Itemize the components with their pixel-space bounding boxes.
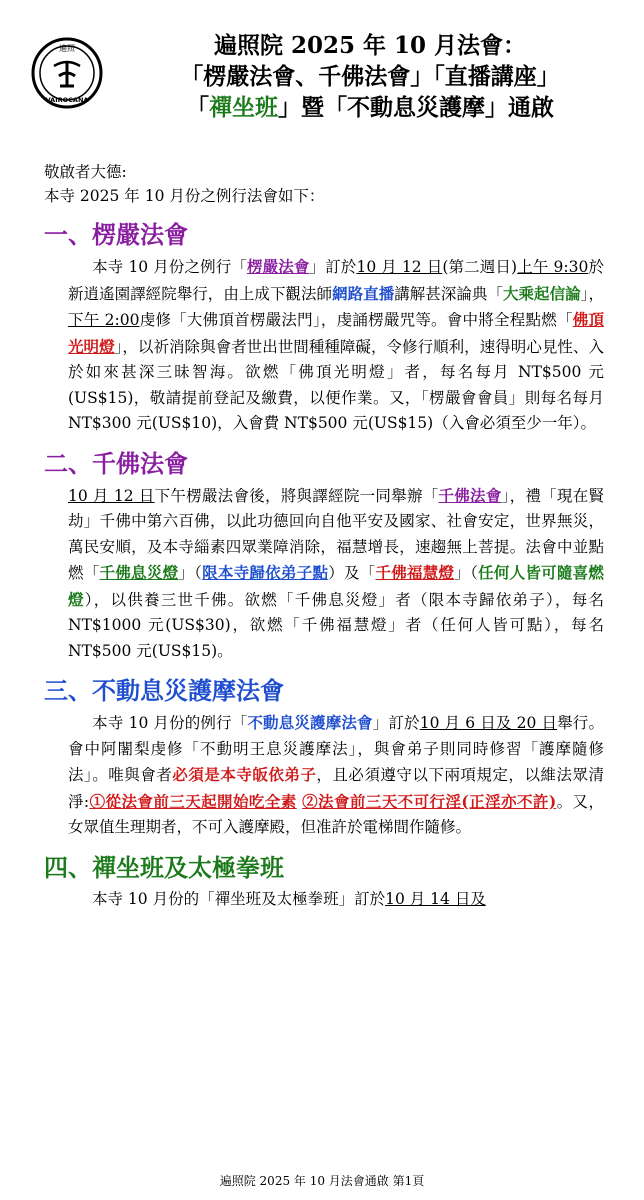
section-body-shurangama: 本寺 10 月份之例行「楞嚴法會」訂於10 月 12 日(第二週日)上午 9:30於新逍遙園譯經院舉行，由上成下觀法師網路直播講解甚深論典「大乘起信論」，下午 2:00虔修「大佛頂首楞嚴法門」，虔誦楞嚴咒等。會中將全程點燃「佛頂光明燈」，以祈消除與會者世出世間種種障礙，令修行順利，速得明心見性、入於如來甚深三昧智海。欲燃「佛頂光明燈」者，每名每月 NT$500 元(US$15)，敬請提前登記及繳費，以便作業。又，「楞嚴會會員」則每名每月 NT$300 元(US$10)，入會費 NT$500 元(US$15)（入會必須至少一年）。	[68, 257, 605, 432]
section-title-homa: 三、不動息災護摩法會	[44, 676, 284, 705]
section-title-meditation: 四、禪坐班及太極拳班	[44, 852, 284, 882]
document-body	[44, 160, 604, 912]
title-line-2: 「楞嚴法會、千佛法會」「直播講座」	[180, 63, 560, 90]
section-title-thousand-buddha: 二、千佛法會	[44, 448, 188, 478]
title-line-3: 「禪坐班」暨「不動息災護摩」通啟	[186, 94, 554, 121]
temple-seal-icon	[30, 36, 104, 110]
title-line-1: 遍照院 2025 年 10 月法會：	[213, 32, 527, 59]
salutation: 敬啟者大德: 本寺 2025 年 10 月份之例行法會如下：	[44, 163, 325, 205]
section-title-shurangama: 一、楞嚴法會	[44, 220, 188, 249]
document-title	[100, 30, 640, 123]
svg-text:遍照: 遍照	[59, 44, 75, 53]
section-body-thousand-buddha: 10 月 12 日下午楞嚴法會後，將與譯經院一同舉辦「千佛法會」，禮「現在賢劫」千佛中第六百佛，以此功德回向自他平安及國家、社會安定，世界無災，萬民安順，及本寺緇素四眾業障消除，福慧增長，速趨無上菩提。法會中並點燃「千佛息災燈」（限本寺歸依弟子點）及「千佛福慧燈」（任何人皆可隨喜燃燈），以供養三世千佛。欲燃「千佛息災燈」者（限本寺歸依弟子），每名 NT$1000 元(US$30)，欲燃「千佛福慧燈」者（任何人皆可點），每名 NT$500 元(US$15)。	[68, 485, 604, 660]
page-footer: 遍照院 2025 年 10 月法會通啟 第1頁	[219, 1174, 425, 1188]
section-body-meditation: 本寺 10 月份的「禪坐班及太極拳班」訂於10 月 14 日及	[92, 889, 486, 908]
svg-text:VAIROCANA: VAIROCANA	[45, 96, 89, 104]
section-body-homa: 本寺 10 月份的例行「不動息災護摩法會」訂於10 月 6 日及 20 日舉行。會中阿闍梨虔修「不動明王息災護摩法」，與會弟子則同時修習「護摩隨修法」。唯與會者必須是本寺皈依弟子，且必須遵守以下兩項規定，以維法眾清淨:①從法會前三天起開始吃全素 ②法會前三天不可行淫(正淫亦不許)。又，女眾值生理期者，不可入護摩殿，但准許於電梯間作隨修。	[68, 713, 604, 836]
